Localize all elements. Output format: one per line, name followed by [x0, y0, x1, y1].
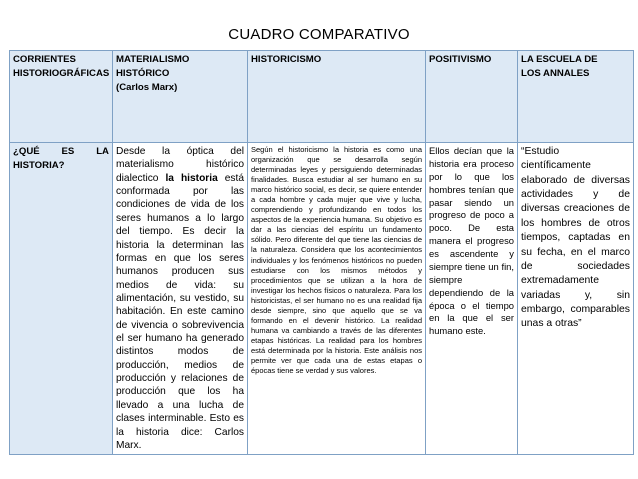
materialismo-cell: Desde la óptica del materialismo histórico dialectico la historia está conformada por las condiciones de vida de los seres humanos a lo largo del tiempo. Es decir la historia la determinan las formas en que los seres humanos producen sus medios de vida: su alimentación, su vestido, su habitación. En este camino de vivencia o sobrevivencia el ser humano ha generado distintos modos de producción, medios de producción y relaciones de producción que los ha llevado a una lucha de clases interminable. Esto es la historia dice: Carlos Marx.: [113, 143, 248, 455]
question-cell: ¿QUÉ ES LA HISTORIA?: [10, 143, 113, 455]
header-annales: LA ESCUELA DE LOS ANNALES: [518, 51, 634, 143]
header-corrientes: CORRIENTES HISTORIOGRÁFICAS: [10, 51, 113, 143]
page-title: CUADRO COMPARATIVO: [228, 26, 410, 43]
question-row: [10, 143, 634, 455]
annales-cell: “Estudio científicamente elaborado de diversas actividades y de diversas creaciones de los hombres de otros tiempos, captadas en su fecha, en el marco de sociedades extremadamente variadas y, sin embargo, comparables unas a otras”: [518, 143, 634, 455]
historicismo-cell: Según el historicismo la historia es como una organización que se desarrolla según determinadas leyes y persiguiendo determinadas finalidades. Busca estudiar al ser humano en su marco histórico social, es decir, se quiere entender a cada hombre y cada mujer que vive y lucha, comprendiendo y profundizando en todos los aspectos de la experiencia humana. Su objetivo es dar a las ciencias del espíritu un fundamento sólido. Pero diferente del que tiene las ciencias de la naturaleza. Considera que los acontecimientos individuales y los fenómenos históricos no pueden estudiarse con los mismos métodos y procedimientos que se utilizan a la hora de investigar los hechos físicos o naturaleza. Para los historicistas, el ser humano no es una realidad fija desde siempre, sino que aquello que se va formando en el devenir histórico. La realidad humana va cambiando a través de las diferentes etapas históricas. La realidad para los hombres está determinada por la historia. Este análisis nos permite ver que cada una de estas etapas o épocas tiene se verdad y sus valores.: [248, 143, 426, 455]
header-row: [10, 51, 634, 143]
emphasis-la-historia: la historia: [165, 172, 218, 184]
positivismo-cell: Ellos decían que la historia era proceso por lo que los hombres tenían que pasar siendo un progreso de poco a poco. De esta manera el progreso es ascendente y siempre tiene un fin, siempre dependiendo de la época o el tiempo en la que el ser humano este.: [426, 143, 518, 455]
header-materialismo: MATERIALISMO HISTÓRICO (Carlos Marx): [113, 51, 248, 143]
comparison-table: [9, 50, 634, 455]
header-positivismo: POSITIVISMO: [426, 51, 518, 143]
question-line: ¿QUÉ ES LA: [13, 146, 109, 157]
header-historicismo: HISTORICISMO: [248, 51, 426, 143]
